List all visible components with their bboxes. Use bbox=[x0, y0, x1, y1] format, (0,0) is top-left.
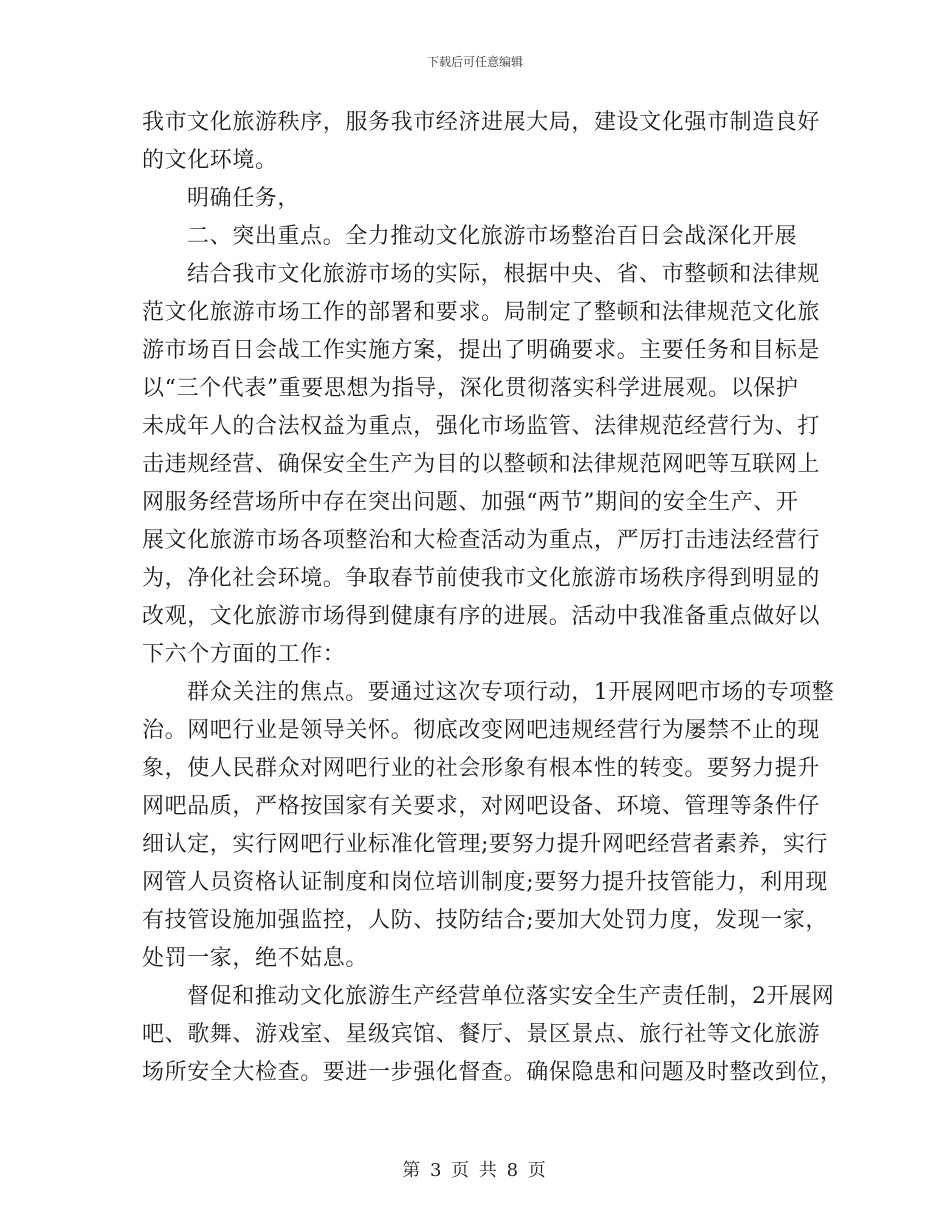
body-line: 吧、歌舞、游戏室、星级宾馆、餐厅、景区景点、旅行社等文化旅游 bbox=[142, 1022, 821, 1047]
body-line: 改观，文化旅游市场得到健康有序的进展。活动中我准备重点做好以 bbox=[142, 604, 821, 629]
body-line: 细认定，实行网吧行业标准化管理;要努力提升网吧经营者素养，实行 bbox=[142, 832, 829, 857]
body-line: 为，净化社会环境。争取春节前使我市文化旅游市场秩序得到明显的 bbox=[142, 566, 821, 591]
page-number: 第 3 页 共 8 页 bbox=[402, 1160, 548, 1181]
header-note: 下载后可任意编辑 bbox=[426, 55, 523, 69]
body-line: 督促和推动文化旅游生产经营单位落实安全生产责任制，2开展网 bbox=[187, 984, 835, 1009]
body-line: 有技管设施加强监控，人防、技防结合;要加大处罚力度，发现一家， bbox=[142, 908, 829, 933]
body-line: 处罚一家，绝不姑息。 bbox=[142, 946, 369, 971]
body-line: 网管人员资格认证制度和岗位培训制度;要努力提升技管能力，利用现 bbox=[142, 870, 829, 895]
body-line: 群众关注的焦点。要通过这次专项行动，1开展网吧市场的专项整 bbox=[187, 680, 835, 705]
body-line: 范文化旅游市场工作的部署和要求。局制定了整顿和法律规范文化旅 bbox=[142, 300, 821, 325]
body-line: 治。网吧行业是领导关怀。彻底改变网吧违规经营行为屡禁不止的现 bbox=[142, 718, 821, 743]
body-line: 以“三个代表”重要思想为指导，深化贯彻落实科学进展观。以保护 bbox=[142, 376, 799, 401]
body-line: 场所安全大检查。要进一步强化督查。确保隐患和问题及时整改到位， bbox=[142, 1060, 843, 1085]
body-line: 展文化旅游市场各项整治和大检查活动为重点，严厉打击违法经营行 bbox=[142, 528, 821, 553]
body-line: 网吧品质，严格按国家有关要求，对网吧设备、环境、管理等条件仔 bbox=[142, 794, 821, 819]
body-line: 结合我市文化旅游市场的实际，根据中央、省、市整顿和法律规 bbox=[187, 262, 820, 287]
section-heading: 二、突出重点。全力推动文化旅游市场整治百日会战深化开展 bbox=[187, 224, 798, 249]
document-body bbox=[142, 104, 843, 1092]
body-line: 下六个方面的工作： bbox=[142, 642, 346, 667]
body-line: 象，使人民群众对网吧行业的社会形象有根本性的转变。要努力提升 bbox=[142, 756, 821, 781]
body-line: 未成年人的合法权益为重点，强化市场监管、法律规范经营行为、打 bbox=[142, 414, 821, 439]
body-line: 网服务经营场所中存在突出问题、加强“两节”期间的安全生产、开 bbox=[142, 490, 799, 515]
body-line: 明确任务， bbox=[187, 186, 301, 211]
body-line: 击违规经营、确保安全生产为目的以整顿和法律规范网吧等互联网上 bbox=[142, 452, 821, 477]
body-line: 我市文化旅游秩序，服务我市经济进展大局，建设文化强市制造良好 bbox=[142, 110, 821, 135]
body-line: 的文化环境。 bbox=[142, 148, 278, 173]
body-line: 游市场百日会战工作实施方案，提出了明确要求。主要任务和目标是 bbox=[142, 338, 821, 363]
